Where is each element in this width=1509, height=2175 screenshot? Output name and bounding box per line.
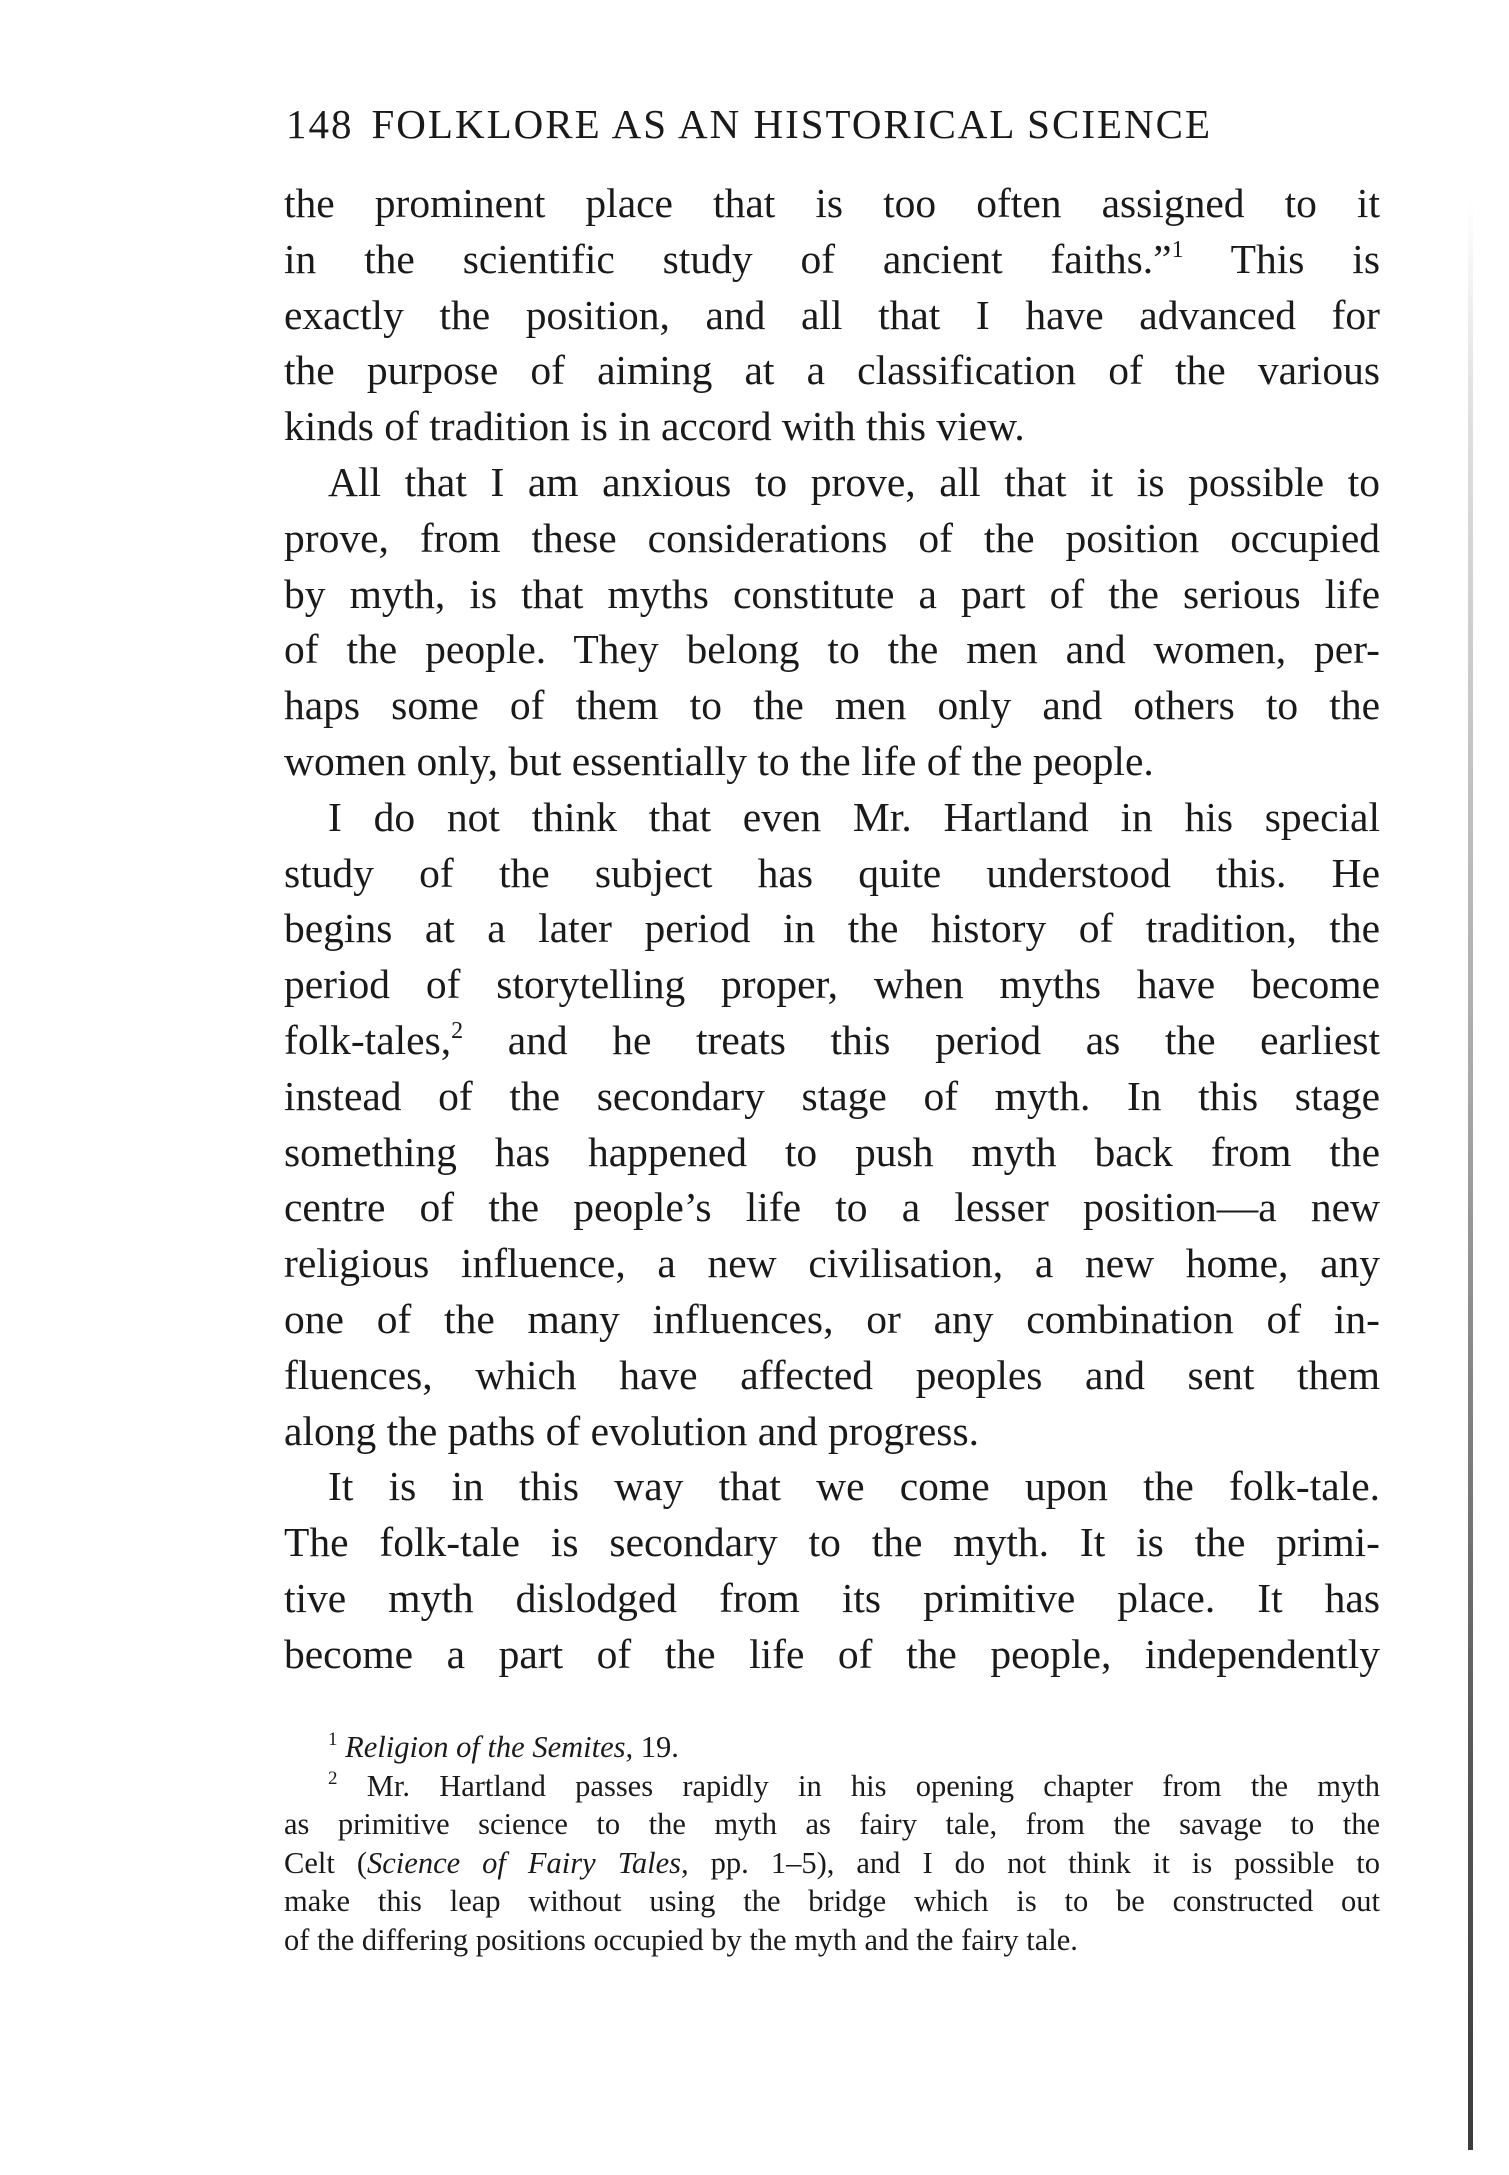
footnote-ref-1[interactable]: 1 [1171, 236, 1184, 263]
paragraph-start-line: All that I am anxious to prove, all that it is possible to [328, 458, 1380, 505]
text-line: in the scientific study of ancient faiths.”$^1$ This is [284, 235, 1380, 282]
footnote-2-line: as primitive science to the myth as fairy tale, from the savage to the [284, 1807, 1380, 1841]
text-line: study of the subject has quite understood this. He [284, 849, 1380, 896]
text-line: The folk-tale is secondary to the myth. It is the primi- [284, 1519, 1380, 1566]
text-line: the prominent place that is too often assigned to it [284, 180, 1380, 226]
text-line: religious influence, a new civilisation, a new home, any [284, 1240, 1380, 1287]
footnote-ref-2[interactable]: 2 [451, 1017, 464, 1044]
footnote-1: $^1$ Religion of the Semites, 19. [328, 1729, 679, 1764]
text-line: one of the many influences, or any combination of in- [284, 1295, 1380, 1342]
text-line: the purpose of aiming at a classification of the various [284, 347, 1380, 394]
text-line: period of storytelling proper, when myths have become [284, 961, 1380, 1008]
footnote-2: $^2$ Mr. Hartland passes rapidly in his opening chapter from the myth [328, 1767, 1380, 1803]
text-line: exactly the position, and all that I have advanced for [284, 291, 1380, 338]
footnotes [284, 1728, 1380, 1959]
footnote-marker-1: 1 [328, 1729, 338, 1750]
text-line: centre of the people’s life to a lesser position—a new [284, 1184, 1380, 1231]
footnote-marker-2: 2 [328, 1767, 338, 1789]
paragraph-start-line: I do not think that even Mr. Hartland in his special [328, 793, 1380, 840]
running-head [286, 100, 1386, 148]
text-line: by myth, is that myths constitute a part of the serious life [284, 570, 1380, 617]
page-number: 148 [286, 101, 354, 147]
text-line: women only, but essentially to the life of the people. [284, 737, 1154, 784]
text-line: haps some of them to the men only and others to the [284, 682, 1380, 729]
footnote-2-line: make this leap without using the bridge which is to be constructed out [284, 1884, 1380, 1918]
paragraph-start-line: It is in this way that we come upon the folk-tale. [328, 1463, 1380, 1510]
footnote-2-line: of the differing positions occupied by the myth and the fairy tale. [284, 1922, 1078, 1957]
text-line: become a part of the life of the people, independently [284, 1630, 1380, 1677]
text-line: prove, from these considerations of the position occupied [284, 514, 1380, 561]
body-text [284, 176, 1380, 1683]
footnote-2-line: Celt (Science of Fairy Tales, pp. 1–5), and I do not think it is possible to [284, 1845, 1380, 1880]
text-line: tive myth dislodged from its primitive place. It has [284, 1574, 1380, 1621]
text-line: along the paths of evolution and progress. [284, 1407, 979, 1454]
footnote-1-title: Religion of the Semites, [345, 1730, 634, 1764]
text-line: of the people. They belong to the men and women, per- [284, 626, 1380, 673]
text-line: begins at a later period in the history of tradition, the [284, 905, 1380, 952]
text-line: instead of the secondary stage of myth. In this stage [284, 1072, 1380, 1119]
text-line: kinds of tradition is in accord with this view. [284, 403, 1025, 450]
running-title: FOLKLORE AS AN HISTORICAL SCIENCE [371, 101, 1213, 147]
text-line: something has happened to push myth back from the [284, 1128, 1380, 1175]
text-line: fluences, which have affected peoples and sent them [284, 1351, 1380, 1398]
footnote-2-title: Science of Fairy Tales, [367, 1845, 689, 1880]
page-edge-shadow [1468, 200, 1473, 2150]
text-line: folk-tales,$^2$ and he treats this period as the earliest [284, 1016, 1380, 1063]
